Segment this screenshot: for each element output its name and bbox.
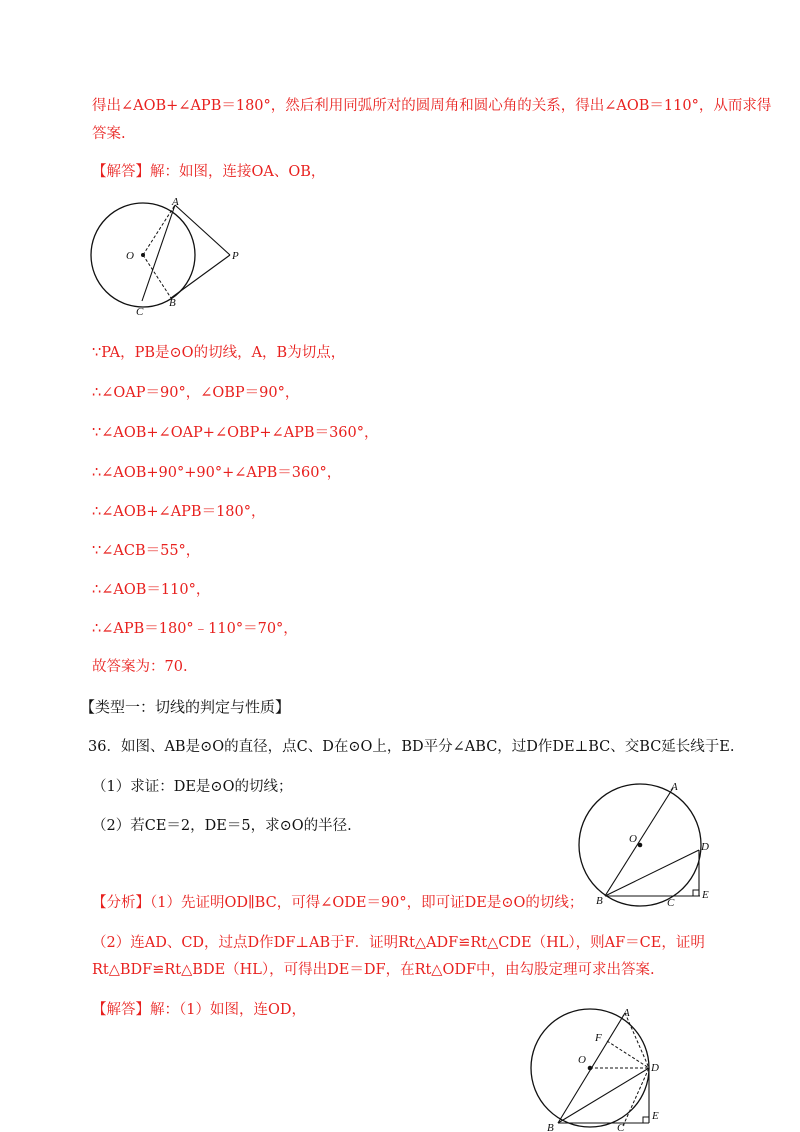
problem-36-q1: （1）求证：DE是⊙O的切线； [92, 779, 293, 795]
label-P: P [232, 250, 239, 262]
intro-line-2: 答案. [92, 126, 126, 142]
label-A: A [623, 1007, 630, 1019]
problem-36-stem: 36．如图、AB是⊙O的直径，点C、D在⊙O上，BD平分∠ABC，过D作DE⊥BC、交BC延长线于E. [88, 739, 735, 755]
label-D: D [701, 841, 709, 853]
step-3: ∵∠AOB+∠OAP+∠OBP+∠APB＝360°， [92, 425, 379, 441]
step-8: ∴∠APB＝180°﹣110°＝70°， [92, 621, 298, 637]
label-O: O [126, 250, 134, 262]
label-O: O [578, 1054, 586, 1066]
label-F: F [595, 1032, 602, 1044]
figure-solution-36 [525, 1003, 675, 1132]
label-E: E [702, 889, 709, 901]
label-C: C [617, 1122, 625, 1132]
problem-36-q2: （2）若CE＝2，DE＝5，求⊙O的半径. [92, 818, 352, 834]
step-6: ∵∠ACB＝55°， [92, 543, 201, 559]
label-C: C [667, 897, 675, 909]
solution1-heading: 【解答】解：如图，连接OA、OB， [92, 164, 326, 180]
solution2-heading: 【解答】解：（1）如图，连OD， [92, 1002, 306, 1018]
figure-circle-tangents [80, 193, 260, 323]
label-O: O [629, 833, 637, 845]
label-B: B [596, 895, 603, 907]
intro-line-1: 得出∠AOB+∠APB＝180°，然后利用同弧所对的圆周角和圆心角的关系，得出∠AOB＝110°，从而求得 [92, 98, 772, 114]
label-B: B [169, 297, 176, 309]
analysis-line-2: （2）连AD、CD，过点D作DF⊥AB于F．证明Rt△ADF≌Rt△CDE（HL），则AF＝CE，证明 [92, 935, 705, 951]
step-7: ∴∠AOB＝110°， [92, 582, 211, 598]
label-C: C [136, 306, 144, 318]
label-E: E [652, 1110, 659, 1122]
label-A: A [671, 781, 678, 793]
answer: 故答案为：70. [92, 659, 188, 675]
step-1: ∵PA，PB是⊙O的切线，A，B为切点， [92, 345, 346, 361]
figure-problem-36 [575, 770, 725, 910]
label-B: B [547, 1122, 554, 1132]
label-D: D [651, 1062, 659, 1074]
step-2: ∴∠OAP＝90°，∠OBP＝90°， [92, 385, 300, 401]
step-4: ∴∠AOB+90°+90°+∠APB＝360°， [92, 465, 342, 481]
label-A: A [172, 196, 179, 208]
section-title: 【类型一：切线的判定与性质】 [80, 698, 291, 716]
analysis-line-1: 【分析】（1）先证明OD∥BC，可得∠ODE＝90°，即可证DE是⊙O的切线； [92, 895, 584, 911]
analysis-line-3: Rt△BDF≌Rt△BDE（HL），可得出DE＝DF，在Rt△ODF中，由勾股定理可求出答案. [92, 962, 655, 978]
step-5: ∴∠AOB+∠APB＝180°， [92, 504, 266, 520]
